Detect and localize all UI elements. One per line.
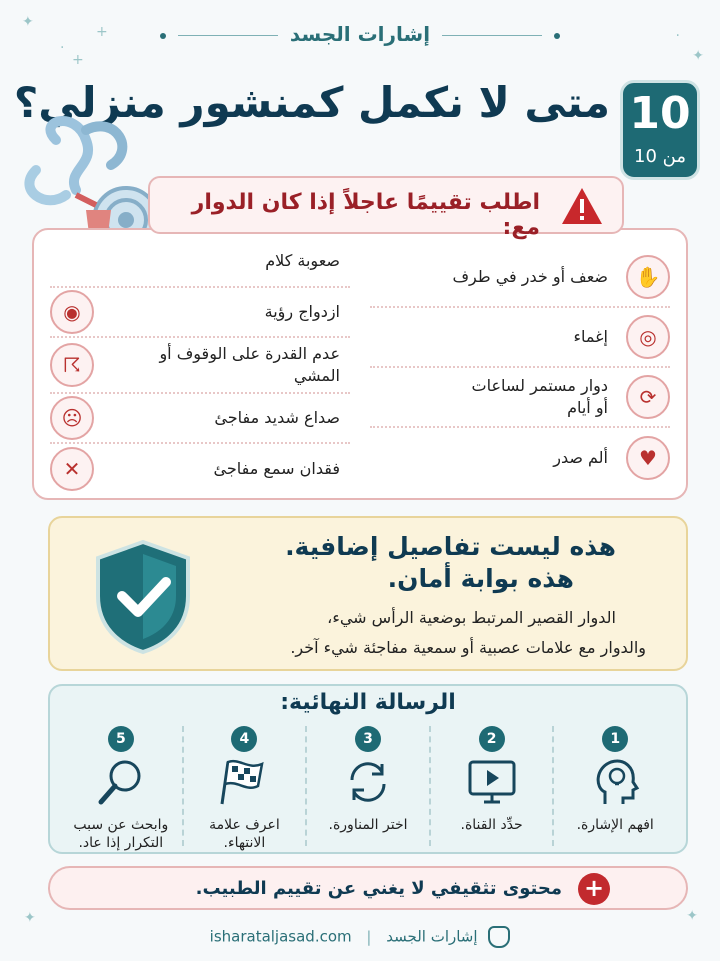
badge-number: 10: [629, 88, 691, 139]
urgent-left-column: [50, 236, 350, 494]
footer-brand: إشارات الجسد: [386, 927, 478, 946]
headache-icon: ☹: [50, 396, 94, 440]
list-item: ✕ فقدان سمع مفاجئ: [50, 444, 350, 494]
screen-play-icon: [464, 756, 520, 808]
brand-name: إشارات الجسد: [289, 22, 431, 46]
step-number: 4: [231, 726, 257, 752]
brand-logo-icon: [488, 926, 510, 948]
step-item: 1 افهم الإشارة.: [552, 726, 676, 846]
fainting-icon: ◎: [626, 315, 670, 359]
sparkle-icon: +: [96, 24, 108, 40]
medical-cross-icon: +: [578, 873, 610, 905]
step-number: 3: [355, 726, 381, 752]
finish-flag-icon: [216, 756, 272, 808]
sparkle-icon: ✦: [24, 910, 36, 926]
urgent-heading: اطلب تقييمًا عاجلاً إذا كان الدوار مع:: [191, 190, 540, 240]
sparkle-icon: +: [72, 52, 84, 68]
steps-list: [60, 726, 676, 851]
urgent-right-column: [370, 248, 670, 488]
ear-muted-icon: ✕: [50, 447, 94, 491]
list-item: ♥ ألم صدر: [370, 428, 670, 488]
final-message-panel: [48, 684, 688, 854]
cycle-icon: ⟳: [626, 375, 670, 419]
final-title: الرسالة النهائية:: [280, 690, 456, 715]
step-item: 4 اعرف علامة الانتهاء.: [182, 726, 306, 846]
step-number: 5: [108, 726, 134, 752]
header-brand: [0, 22, 720, 46]
eye-icon: ◉: [50, 290, 94, 334]
rotate-arrows-icon: [340, 756, 396, 808]
step-number: 1: [602, 726, 628, 752]
sparkle-icon: ✦: [686, 908, 698, 924]
list-item: ◉ ازدواج رؤية: [50, 288, 350, 338]
step-item: 3 اختر المناورة.: [305, 726, 429, 846]
warning-icon: [560, 186, 604, 226]
safety-heading-1: هذه ليست تفاصيل إضافية.: [285, 532, 616, 561]
list-item: ☹ صداع شديد مفاجئ: [50, 394, 350, 444]
hand-icon: ✋: [626, 255, 670, 299]
footer: إشارات الجسد | isharataljasad.com: [0, 926, 720, 948]
step-number: 2: [479, 726, 505, 752]
badge-total: من 10: [634, 146, 686, 167]
magnifier-icon: [93, 756, 149, 808]
sparkle-icon: ·: [675, 28, 680, 44]
list-item: ⟳ دوار مستمر لساعات أو أيام: [370, 368, 670, 428]
list-item: صعوبة كلام: [50, 236, 350, 288]
footer-url[interactable]: isharataljasad.com: [209, 927, 352, 946]
safety-text-1: الدوار القصير المرتبط بوضعية الرأس شيء،: [327, 608, 616, 627]
step-item: 2 حدِّد القناة.: [429, 726, 553, 846]
sparkle-icon: ·: [60, 40, 65, 56]
progress-badge: [620, 80, 700, 180]
list-item: ◎ إغماء: [370, 308, 670, 368]
disclaimer-text: محتوى تثقيفي لا يغني عن تقييم الطبيب.: [195, 878, 562, 899]
disclaimer-bar: [48, 866, 688, 910]
sparkle-icon: ✦: [692, 48, 704, 64]
safety-text-2: والدوار مع علامات عصبية أو سمعية مفاجئة شيء آخر.: [290, 638, 646, 657]
shield-check-icon: [88, 538, 198, 656]
step-item: 5 وابحث عن سبب التكرار إذا عاد.: [60, 726, 182, 846]
chest-pain-icon: ♥: [626, 436, 670, 480]
head-bulb-icon: [587, 756, 643, 808]
safety-heading-2: هذه بوابة أمان.: [387, 564, 574, 593]
page-title: متى لا نكمل كمنشور منزلي؟: [13, 78, 610, 127]
falling-person-icon: ☈: [50, 343, 94, 387]
safety-gate-panel: [48, 516, 688, 671]
list-item: ✋ ضعف أو خدر في طرف: [370, 248, 670, 308]
sparkle-icon: ✦: [22, 14, 34, 30]
list-item: ☈ عدم القدرة على الوقوف أو المشي: [50, 338, 350, 394]
urgent-heading-box: [148, 176, 624, 240]
urgent-signs-panel: [32, 228, 688, 500]
